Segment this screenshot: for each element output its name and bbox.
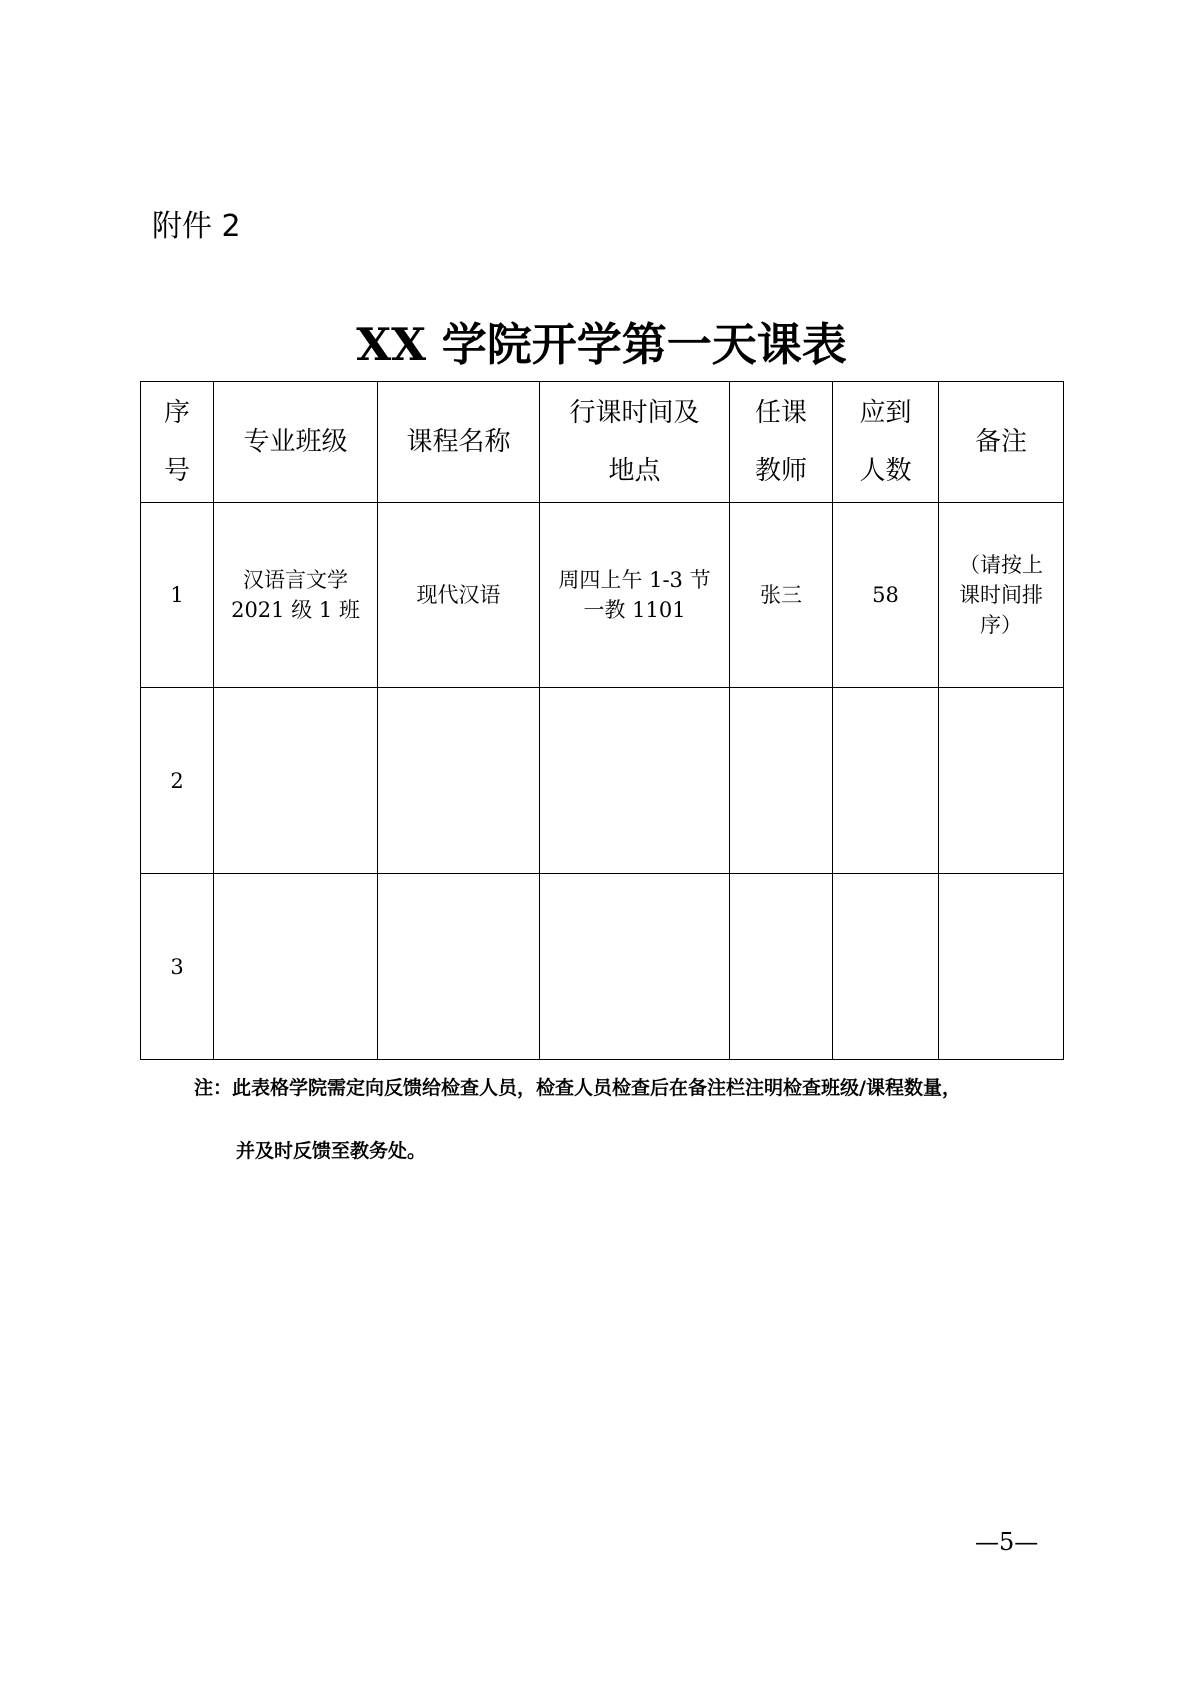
cell-time-place-line: 一教 1101 (583, 598, 686, 622)
footnote-line-1: 注：此表格学院需定向反馈给检查人员，检查人员检查后在备注栏注明检查班级/课程数量， (194, 1077, 961, 1099)
cell-teacher (730, 688, 833, 874)
header-teacher-line: 教师 (754, 456, 807, 486)
header-seq-line: 号 (163, 456, 190, 486)
header-class-line: 专业班级 (243, 427, 348, 457)
header-course (378, 382, 540, 503)
header-count (833, 382, 939, 503)
cell-remark-line: 序） (980, 613, 1022, 637)
cell-time-place-line: 周四上午 1-3 节 (558, 568, 711, 592)
table-row (141, 503, 1064, 688)
header-teacher (730, 382, 833, 503)
table-row (141, 688, 1064, 874)
header-seq (141, 382, 214, 503)
schedule-table (140, 381, 1064, 1060)
cell-class-line: 2021 级 1 班 (231, 598, 360, 622)
cell-class-line: 汉语言文学 (243, 568, 348, 592)
header-time-place-line: 行课时间及 (569, 398, 700, 428)
cell-teacher (730, 874, 833, 1060)
cell-seq: 1 (141, 503, 214, 688)
cell-count: 58 (833, 503, 939, 688)
cell-time-place (540, 874, 730, 1060)
cell-class (214, 874, 378, 1060)
header-count-line: 应到 (859, 398, 912, 428)
cell-teacher: 张三 (730, 503, 833, 688)
cell-remark-line: 课时间排 (959, 583, 1043, 607)
cell-remark (939, 874, 1064, 1060)
cell-course (378, 874, 540, 1060)
cell-class (214, 688, 378, 874)
header-remark (939, 382, 1064, 503)
cell-seq: 3 (141, 874, 214, 1060)
header-remark-line: 备注 (974, 427, 1027, 457)
cell-course: 现代汉语 (378, 503, 540, 688)
header-teacher-line: 任课 (754, 398, 807, 428)
cell-remark (939, 503, 1064, 688)
header-course-line: 课程名称 (406, 427, 511, 457)
header-time-place-line: 地点 (608, 456, 661, 486)
cell-time-place (540, 503, 730, 688)
cell-seq: 2 (141, 688, 214, 874)
header-class (214, 382, 378, 503)
attachment-label: 附件 2 (152, 209, 241, 244)
header-count-line: 人数 (859, 456, 912, 486)
page-number: —5— (975, 1528, 1039, 1556)
cell-remark-line: （请按上 (959, 553, 1043, 577)
cell-count (833, 688, 939, 874)
cell-count (833, 874, 939, 1060)
cell-remark (939, 688, 1064, 874)
table-header-row (141, 382, 1064, 503)
cell-class (214, 503, 378, 688)
cell-course (378, 688, 540, 874)
table-row (141, 874, 1064, 1060)
footnote-line-2: 并及时反馈至教务处。 (236, 1140, 427, 1162)
page-title: XX 学院开学第一天课表 (356, 318, 847, 371)
header-seq-line: 序 (163, 398, 190, 428)
header-time-place (540, 382, 730, 503)
cell-time-place (540, 688, 730, 874)
